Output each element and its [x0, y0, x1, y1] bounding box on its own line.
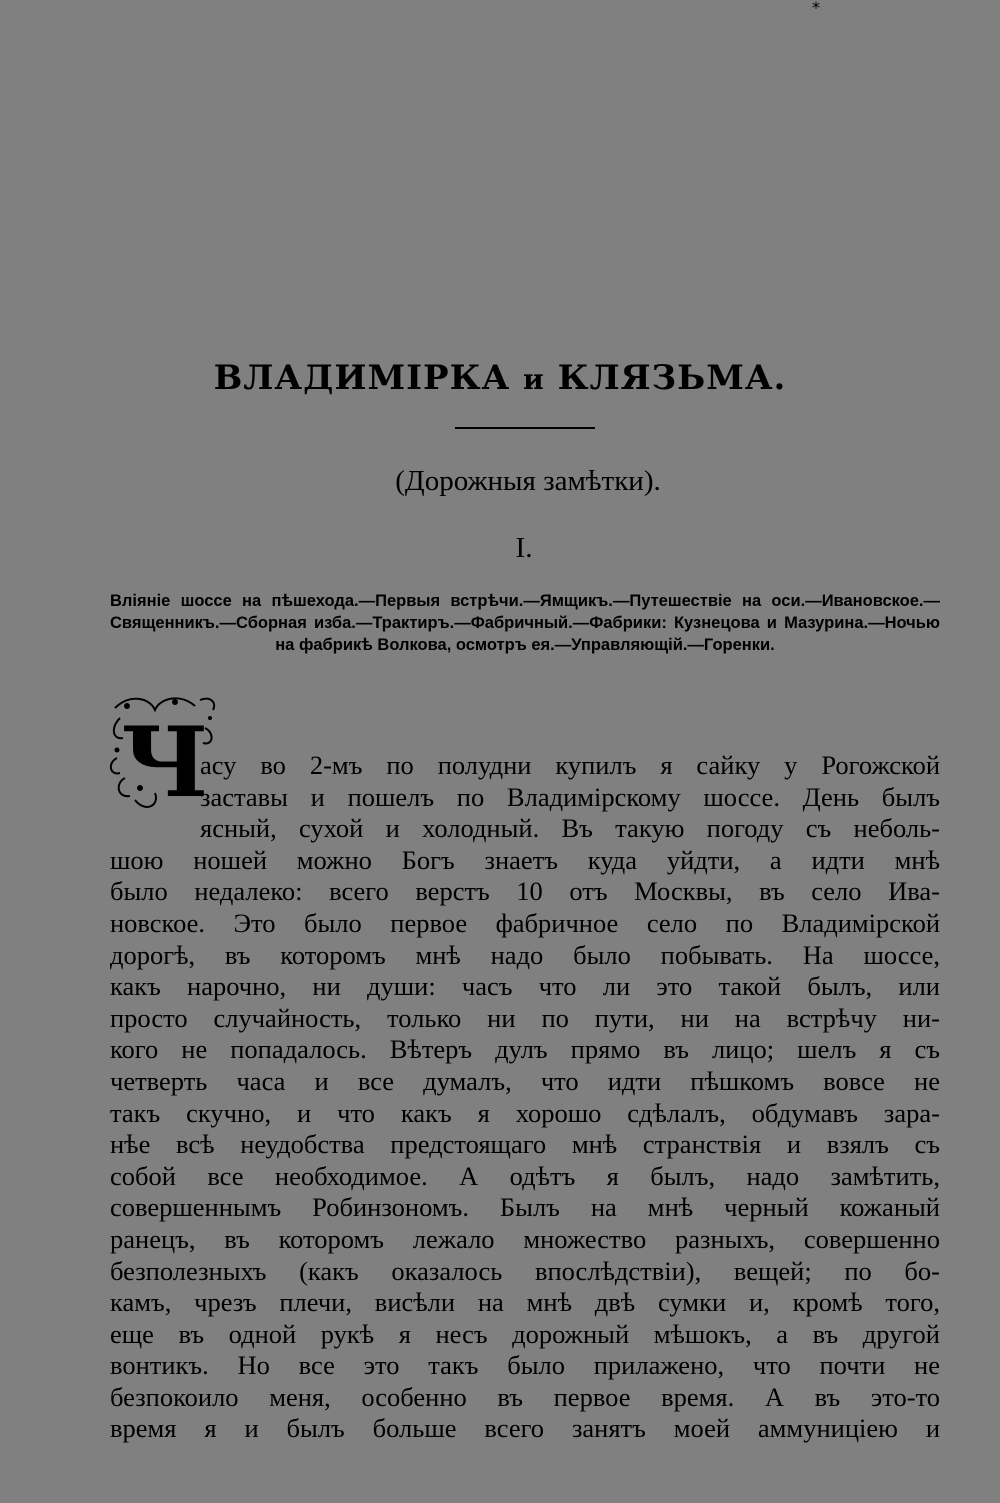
text-line: просто случайность, только ни по пути, ни на встрѣчу ни- — [110, 1002, 940, 1033]
page-title — [0, 358, 1000, 400]
top-ornament-mark: * — [812, 0, 820, 17]
text-line: кого не попадалось. Вѣтеръ дулъ прямо въ лицо; шелъ я съ — [110, 1034, 940, 1065]
text-line: четверть часа и все думалъ, что идти пѣшкомъ вовсе не — [110, 1065, 940, 1096]
text-line: камъ, чрезъ плечи, висѣли на мнѣ двѣ сумки и, кромѣ того, — [110, 1287, 940, 1318]
text-line: заставы и пошелъ по Владимірскому шоссе. День былъ — [200, 781, 940, 812]
text-line: такъ скучно, и что какъ я хорошо сдѣлалъ, обдумавъ зара- — [110, 1097, 940, 1128]
text-line: безпокоило меня, особенно въ первое время. А въ это-то — [110, 1381, 940, 1412]
text-line: нѣе всѣ неудобства предстоящаго мнѣ странствія и взялъ съ — [110, 1129, 940, 1160]
text-line: новское. Это было первое фабричное село по Владимірской — [110, 907, 940, 938]
text-line: ясный, сухой и холодный. Въ такую погоду съ неболь- — [200, 813, 940, 844]
title-conjunction: и — [523, 363, 545, 396]
title-main: ВЛАДИМІРКА — [213, 358, 511, 398]
text-line: ранецъ, въ которомъ лежало множество разныхъ, совершенно — [110, 1223, 940, 1254]
text-line: совершеннымъ Робинзономъ. Былъ на мнѣ черный кожаный — [110, 1192, 940, 1223]
text-line: какъ нарочно, ни души: часъ что ли это такой былъ, или — [110, 971, 940, 1002]
title-second: КЛЯЗЬМА. — [557, 358, 787, 398]
chapter-summary: Вліяніе шоссе на пѣшехода.—Первыя встрѣчи.—Ямщикъ.—Путешествіе на оси.—Ивановское.—Священникъ.—Сборная изба.—Трактиръ.—Фабричный.—Фабрики: Кузнецова и Мазурина.—Ночью на фабрикѣ Волкова, осмотръ ея.—Управляющій.—Горенки. — [110, 592, 940, 654]
text-line: безполезныхъ (какъ оказалось впослѣдствіи), вещей; по бо- — [110, 1255, 940, 1286]
chapter-number: I. — [515, 532, 533, 564]
text-line: еще въ одной рукѣ я несъ дорожный мѣшокъ, а въ другой — [110, 1318, 940, 1349]
body-paragraph — [110, 750, 940, 1445]
subtitle: (Дорожныя замѣтки). — [395, 465, 661, 497]
text-line: вонтикъ. Но все это такъ было прилажено, что почти не — [110, 1350, 940, 1381]
title-rule-divider — [455, 427, 595, 429]
text-line: шою ношей можно Богъ знаетъ куда уйдти, а идти мнѣ — [110, 844, 940, 875]
text-line: время я и былъ больше всего занятъ моей аммуниціею и — [110, 1413, 940, 1444]
text-line: собой все необходимое. А одѣтъ я былъ, надо замѣтить, — [110, 1160, 940, 1191]
text-line: было недалеко: всего верстъ 10 отъ Москвы, въ село Ива- — [110, 876, 940, 907]
text-line: асу во 2-мъ по полудни купилъ я сайку у Рогожской — [200, 750, 940, 780]
dropcap-letter: Ч — [121, 706, 209, 818]
text-line: дорогѣ, въ которомъ мнѣ надо было побывать. На шоссе, — [110, 939, 940, 970]
